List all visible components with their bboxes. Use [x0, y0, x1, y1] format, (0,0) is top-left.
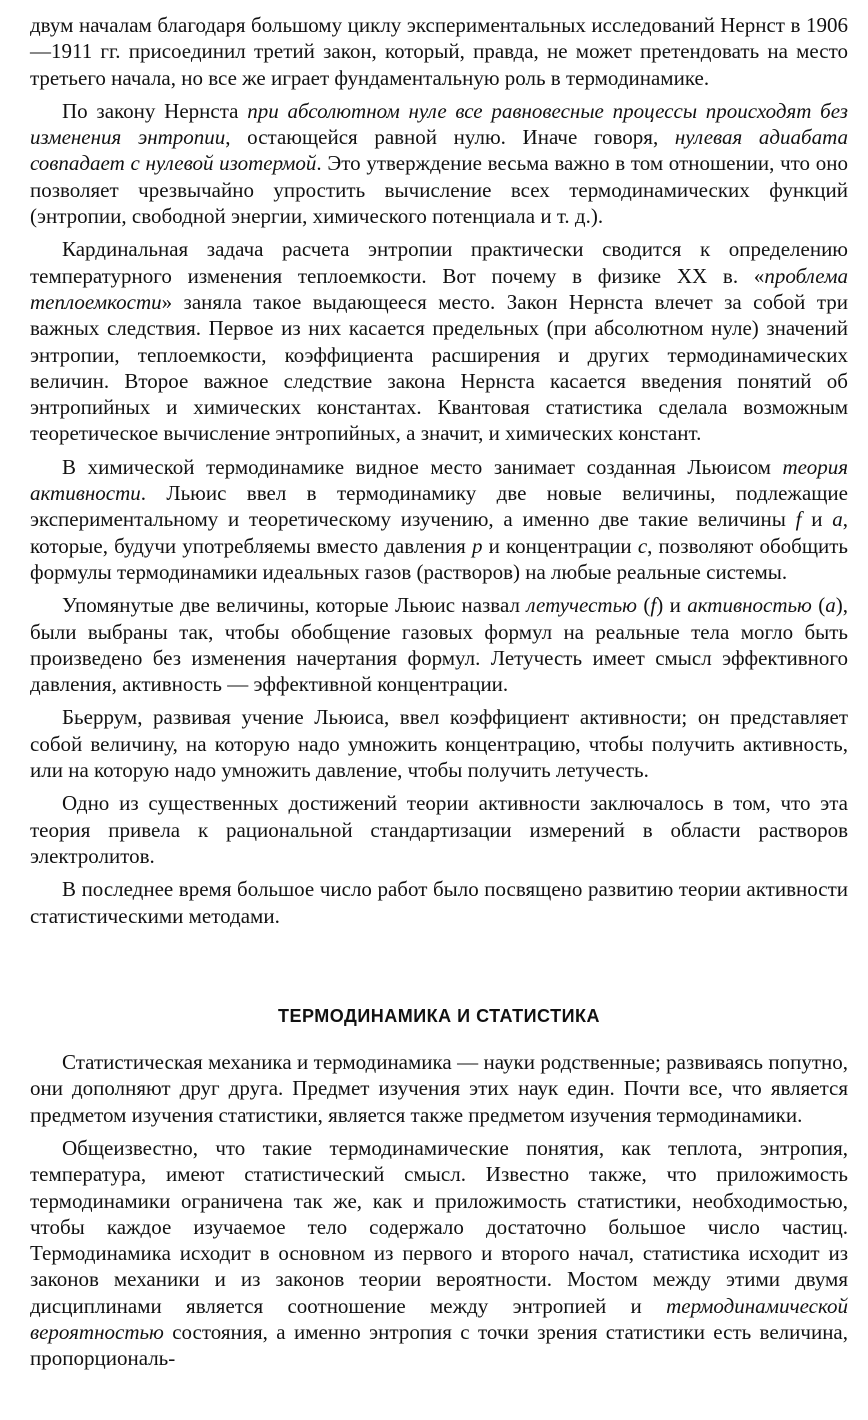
paragraph	[30, 876, 848, 929]
text-run: Одно из существенных достижений теории активности заключалось в том, что эта теория привела к рациональной стандартизации измерений в области растворов электролитов.	[30, 791, 848, 868]
text-run: , позволяют обобщить формулы термодинамики идеальных газов (растворов) на любые реальные системы.	[30, 533, 848, 584]
text-run: ), были выбраны так, чтобы обобщение газовых формул на реальные тела могло быть произведено без изменения начертания формул. Летучесть имеет смысл эффективного давления, активность — эффективной концентрации.	[30, 593, 849, 697]
italic-phrase: теория активности	[30, 454, 848, 506]
text-run: и	[801, 507, 833, 532]
italic-phrase: при абсолютном нуле все равновесные процессы происходят без изменения энтропии	[30, 98, 848, 150]
paragraph	[30, 454, 848, 585]
paragraph	[30, 98, 848, 229]
section-title: ТЕРМОДИНАМИКА И СТАТИСТИКА	[277, 1005, 601, 1026]
paragraph	[30, 1049, 848, 1128]
body-text	[30, 12, 848, 929]
paragraph	[30, 592, 848, 697]
italic-phrase: c	[637, 533, 648, 558]
text-run: Статистическая механика и термодинамика — науки родственные; развиваясь попутно, они дополняют друг друга. Предмет изучения этих наук един. Почти все, что является предметом изучения статистики, является также предметом изучения термодинамики.	[30, 1050, 848, 1127]
text-run: Упомянутые две величины, которые Льюис назвал	[62, 593, 527, 618]
text-run: состояния, а именно энтропия с точки зрения статистики есть величина, пропорциональ-	[30, 1320, 848, 1371]
italic-phrase: a	[832, 507, 843, 532]
italic-phrase: p	[471, 533, 483, 558]
text-run: ) и	[656, 593, 688, 618]
text-run: (	[811, 593, 826, 618]
text-run: » заняла такое выдающееся место. Закон Нернста влечет за собой три важных следствия. Первое из них касается предельных (при абсолютном нуле) значений энтропии, теплоемкости, коэффициента расширения и других термодинамических величин. Второе важное следствие закона Нернста касается введения понятий об энтропийных и химических константах. Квантовая статистика сделала возможным теоретическое вычисление энтропийных, а значит, и химических констант.	[30, 289, 848, 446]
italic-phrase: нулевая адиабата совпадает с нулевой изотермой	[30, 125, 849, 176]
italic-phrase: летучестью	[526, 593, 637, 618]
text-run: (	[636, 593, 651, 618]
text-run: Общеизвестно, что такие термодинамические понятия, как теплота, энтропия, температура, имеют статистический смысл. Известно также, что приложимость термодинамики ограничена так же, как и приложимость статистики, необходимостью, чтобы каждое изучаемое тело содержало достаточно большое число частиц. Термодинамика исходит в основном из первого и второго начал, статистика исходит из законов механики и из законов теории вероятности. Мостом между этими двумя дисциплинами является соотношение между энтропией и	[30, 1135, 848, 1318]
text-run: Бьеррум, развивая учение Льюиса, ввел коэффициент активности; он представляет собой величину, на которую надо умножить концентрацию, чтобы получить активность, или на которую надо умножить давление, чтобы получить летучесть.	[30, 705, 848, 783]
paragraph	[30, 1135, 848, 1372]
text-run: В химической термодинамике видное место занимает созданная Льюисом	[62, 454, 783, 479]
paragraph	[30, 790, 848, 869]
italic-phrase: a	[825, 593, 836, 618]
text-run: . Льюис ввел в термодинамику две новые величины, подлежащие экспериментальному и теоретическому изучению, а именно две такие величины	[30, 481, 848, 532]
text-run: , которые, будучи употребляемы вместо давления	[30, 507, 848, 558]
italic-phrase: f	[650, 593, 657, 618]
text-run: . Это утверждение весьма важно в том отношении, что оно позволяет чрезвычайно упростить вычисление всех термодинамических функций (энтропии, свободной энергии, химического потенциала и т. д.).	[30, 151, 848, 229]
paragraph	[30, 704, 848, 783]
document-page	[30, 12, 848, 1379]
text-run: и концентрации	[482, 533, 638, 558]
text-run: двум началам благодаря большому циклу экспериментальных исследований Нернст в 1906—1911 гг. присоединил третий закон, который, правда, не может претендовать на место третьего начала, но все же играет фундаментальную роль в термодинамике.	[30, 13, 848, 90]
italic-phrase: проблема теплоемкости	[30, 263, 848, 314]
section-body-text	[30, 1049, 848, 1372]
text-run: Кардинальная задача расчета энтропии практически сводится к определению температурного изменения теплоемкости. Вот почему в физике XX в. «	[30, 237, 848, 288]
paragraph	[30, 236, 848, 446]
text-run: , остающейся равной нулю. Иначе говоря,	[225, 125, 675, 150]
italic-phrase: f	[795, 507, 802, 532]
text-run: По закону Нернста	[62, 98, 248, 123]
paragraph	[30, 12, 848, 91]
italic-phrase: активностью	[687, 593, 812, 618]
text-run: В последнее время большое число работ было посвящено развитию теории активности статистическими методами.	[30, 877, 848, 928]
italic-phrase: термодинамической вероятностью	[30, 1293, 848, 1345]
